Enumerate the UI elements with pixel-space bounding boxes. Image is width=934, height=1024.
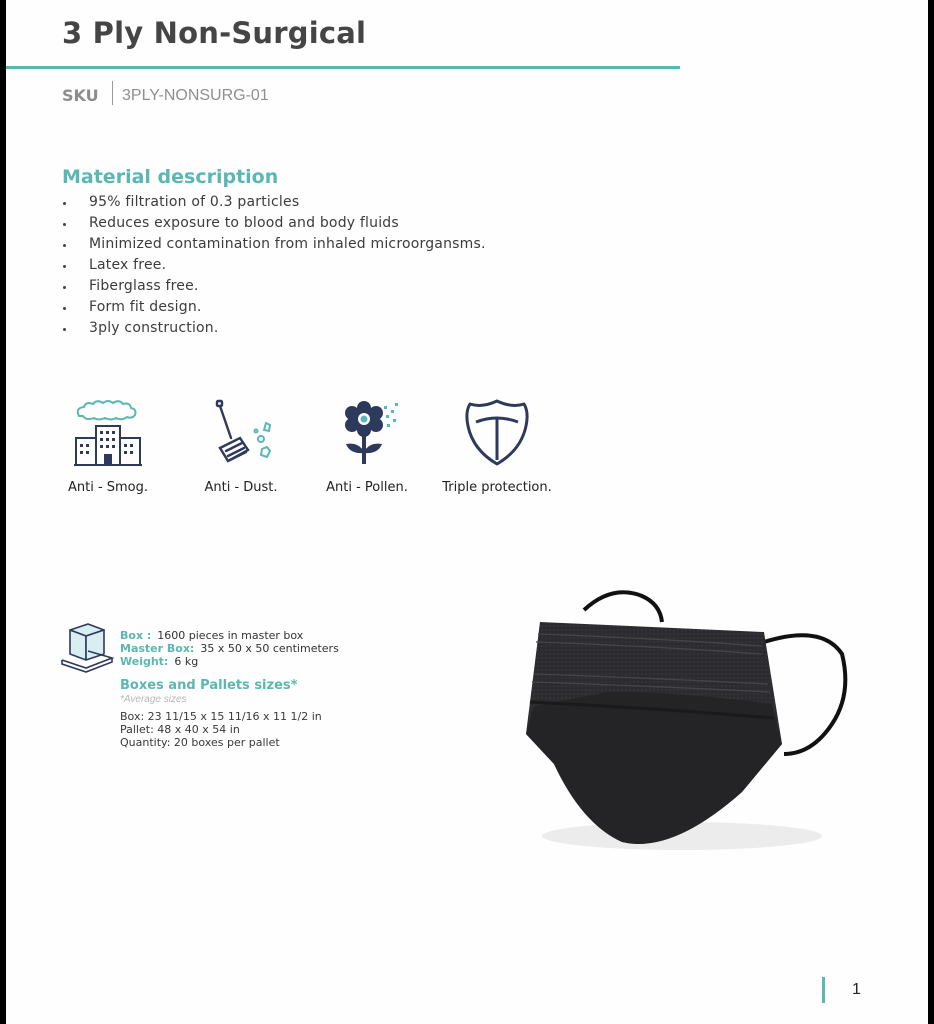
mask-product-image	[512, 584, 852, 864]
document-page	[6, 0, 928, 1024]
spec-weight-label: Weight:	[120, 655, 169, 668]
material-heading: Material description	[62, 166, 279, 188]
feature-anti-dust	[196, 398, 286, 495]
pollen-icon	[332, 398, 402, 468]
sizes-note: *Average sizes	[120, 694, 187, 705]
list-item: Form fit design.	[62, 297, 486, 318]
list-item: 3ply construction.	[62, 318, 486, 339]
shield-icon	[462, 398, 532, 468]
dust-icon	[206, 398, 276, 468]
box-size: Box: 23 11/15 x 15 11/16 x 11 1/2 in	[120, 710, 322, 723]
list-item: Reduces exposure to blood and body fluids	[62, 213, 486, 234]
page-title: 3 Ply Non-Surgical	[62, 16, 367, 50]
pallet-size: Pallet: 48 x 40 x 54 in	[120, 723, 240, 736]
spec-box	[120, 629, 303, 642]
list-item: Minimized contamination from inhaled microorgansms.	[62, 234, 486, 255]
title-underline	[6, 66, 680, 69]
sizes-heading: Boxes and Pallets sizes*	[120, 678, 298, 693]
sku-separator	[112, 81, 113, 105]
list-item: Latex free.	[62, 255, 486, 276]
page-number-bar	[822, 977, 825, 1003]
spec-weight-value: 6 kg	[174, 655, 199, 668]
icon-label: Triple protection.	[442, 480, 552, 495]
icon-label: Anti - Smog.	[67, 480, 149, 495]
sku-label: SKU	[62, 86, 99, 105]
spec-master-value: 35 x 50 x 50 centimeters	[200, 642, 339, 655]
icon-label: Anti - Pollen.	[326, 480, 408, 495]
spec-master-box	[120, 642, 339, 655]
spec-weight	[120, 655, 198, 668]
list-item: 95% filtration of 0.3 particles	[62, 192, 486, 213]
quantity: Quantity: 20 boxes per pallet	[120, 736, 280, 749]
material-list	[62, 192, 486, 339]
icon-label: Anti - Dust.	[204, 480, 278, 495]
page-number: 1	[852, 981, 861, 998]
smog-icon	[73, 398, 143, 468]
box-pallet-icon	[60, 620, 114, 674]
feature-anti-pollen	[324, 398, 410, 495]
sku-value: 3PLY-NONSURG-01	[122, 87, 269, 104]
spec-box-value: 1600 pieces in master box	[157, 629, 304, 642]
feature-anti-smog	[60, 398, 156, 495]
spec-master-label: Master Box:	[120, 642, 195, 655]
list-item: Fiberglass free.	[62, 276, 486, 297]
spec-box-label: Box :	[120, 629, 152, 642]
feature-triple-protection	[442, 398, 552, 495]
